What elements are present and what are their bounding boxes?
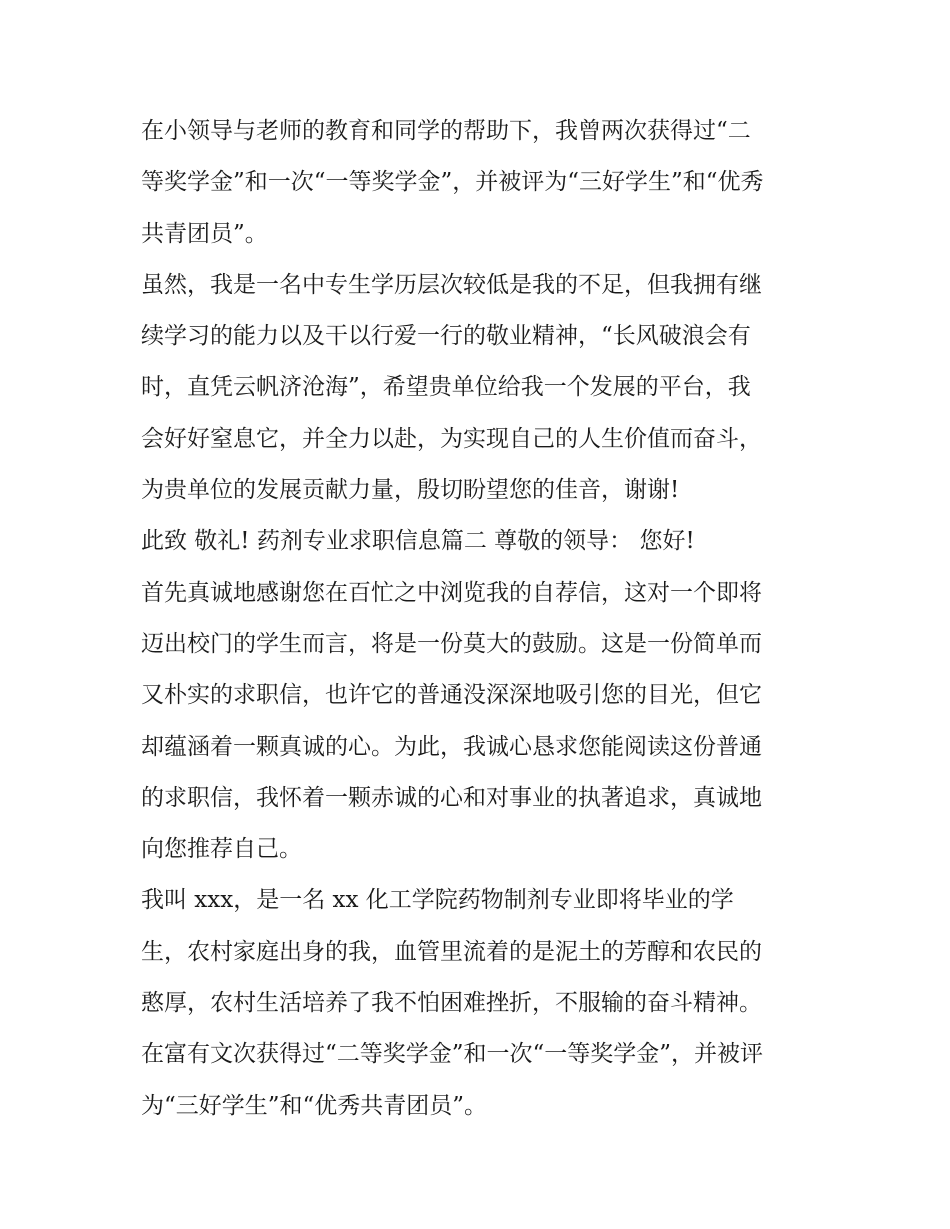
text-line: 生，农村家庭出身的我，血管里流着的是泥土的芳醇和农民的 [141,938,762,965]
text-line: 在富有文次获得过“二等奖学金”和一次“一等奖学金”，并被评 [141,1041,764,1068]
text-line: 会好好窒息它，并全力以赴，为实现自己的人生价值而奋斗， [141,425,762,452]
text-line: 我叫 xxx，是一名 xx 化工学院药物制剂专业即将毕业的学 [141,887,734,914]
text-line: 在小领导与老师的教育和同学的帮助下，我曾两次获得过“二 [141,118,751,144]
text-line: 迈出校门的学生而言，将是一份莫大的鼓励。这是一份简单而 [141,630,762,657]
body-text [141,106,841,1132]
text-line: 等奖学金”和一次“一等奖学金”，并被评为“三好学生”和“优秀 [141,169,764,196]
text-line: 为“三好学生”和“优秀共青团员”。 [141,1092,488,1119]
text-line: 向您推荐自己。 [141,836,302,863]
text-line: 又朴实的求职信，也许它的普通没深深地吸引您的目光，但它 [141,682,762,709]
text-line: 却蕴涵着一颗真诚的心。为此，我诚心恳求您能阅读这份普通 [141,733,762,760]
text-line: 憨厚，农村生活培养了我不怕困难挫折，不服输的奋斗精神。 [141,990,762,1017]
text-line: 共青团员”。 [141,220,268,247]
text-line: 续学习的能力以及干以行爱一行的敬业精神，“长风破浪会有 [141,323,751,350]
text-line: 时，直凭云帆济沧海”，希望贵单位给我一个发展的平台，我 [141,374,751,401]
text-line: 为贵单位的发展贡献力量，殷切盼望您的佳音，谢谢! [141,477,680,504]
text-line: 的求职信，我怀着一颗赤诚的心和对事业的执著追求，真诚地 [141,784,762,811]
text-line: 此致 敬礼! 药剂专业求职信息篇二 尊敬的领导： 您好! [141,528,695,555]
text-line: 虽然，我是一名中专生学历层次较低是我的不足，但我拥有继 [141,271,762,298]
text-line: 首先真诚地感谢您在百忙之中浏览我的自荐信，这对一个即将 [141,579,762,606]
